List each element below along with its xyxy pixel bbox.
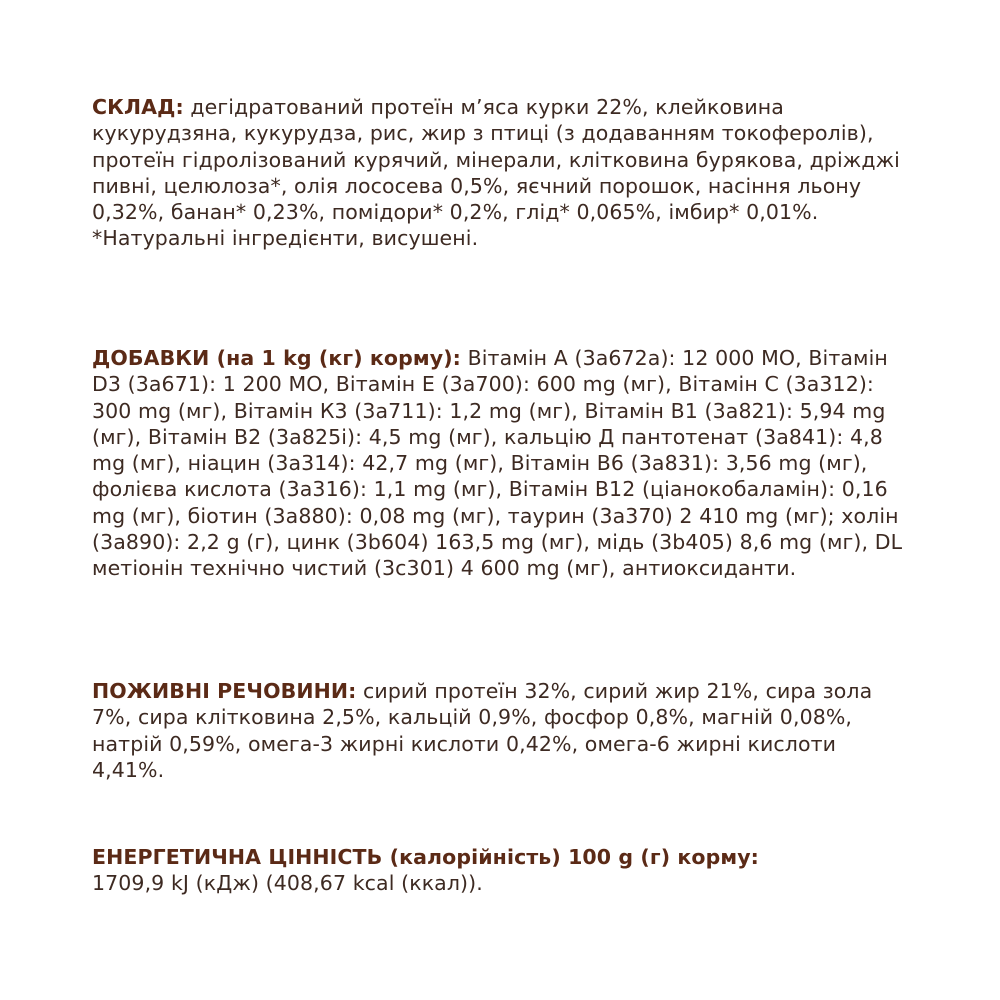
additives-heading: ДОБАВКИ (на 1 kg (кг) корму): xyxy=(92,346,461,370)
composition-heading: СКЛАД: xyxy=(92,95,184,119)
additives-text: Вітамін А (3a672a): 12 000 МО, Вітамін D3 (3a671): 1 200 МО, Вітамін Е (3a700): 600 mg (мг), Вітамін С (3a312): 300 mg (мг), Вітамін К3 (3a711): 1,2 mg (мг), Вітамін В1 (3a821): 5,94 mg (мг), Вітамін В2 (3a825i): 4,5 mg (мг), кальцію Д пантотенат (3a841): 4,8 mg (мг), ніацин (3a314): 42,7 mg (мг), Вітамін В6 (3a831): 3,56 mg (мг), фолієва кислота (3a316): 1,1 mg (мг), Вітамін В12 (ціанокобаламін): 0,16 mg (мг), біотин (3a880): 0,08 mg (мг), таурин (3a370) 2 410 mg (мг); холін (3a890): 2,2 g (г), цинк (3b604) 163,5 mg (мг), мідь (3b405) 8,6 mg (мг), DL метіонін технічно чистий (3c301) 4 600 mg (мг), антиоксиданти. xyxy=(92,346,903,581)
nutrients-text: сирий протеїн 32%, сирий жир 21%, сира зола 7%, сира клітковина 2,5%, кальцій 0,9%, фосфор 0,8%, магній 0,08%, натрій 0,59%, омега-3 жирні кислоти 0,42%, омега-6 жирні кислоти 4,41%. xyxy=(92,679,873,782)
energy-section xyxy=(92,844,912,897)
composition-text: дегідратований протеїн м’яса курки 22%, клейковина кукурудзяна, кукурудза, рис, жир з птиці (з додаванням токоферолів), протеїн гідролізований курячий, мінерали, клітковина бурякова, дріжджі пивні, целюлоза*, олія лососева 0,5%, яєчний порошок, насіння льону 0,32%, банан* 0,23%, помідори* 0,2%, глід* 0,065%, імбир* 0,01%. xyxy=(92,95,900,225)
composition-section xyxy=(92,94,912,252)
composition-note: *Натуральні інгредієнти, висушені. xyxy=(92,226,479,251)
additives-section xyxy=(92,345,912,582)
nutrients-heading: ПОЖИВНІ РЕЧОВИНИ: xyxy=(92,679,357,703)
nutrients-section xyxy=(92,678,912,783)
energy-text: 1709,9 kJ (кДж) (408,67 kcal (ккал)). xyxy=(92,871,483,896)
energy-heading: ЕНЕРГЕТИЧНА ЦІННІСТЬ (калорійність) 100 g (г) корму: xyxy=(92,845,759,869)
